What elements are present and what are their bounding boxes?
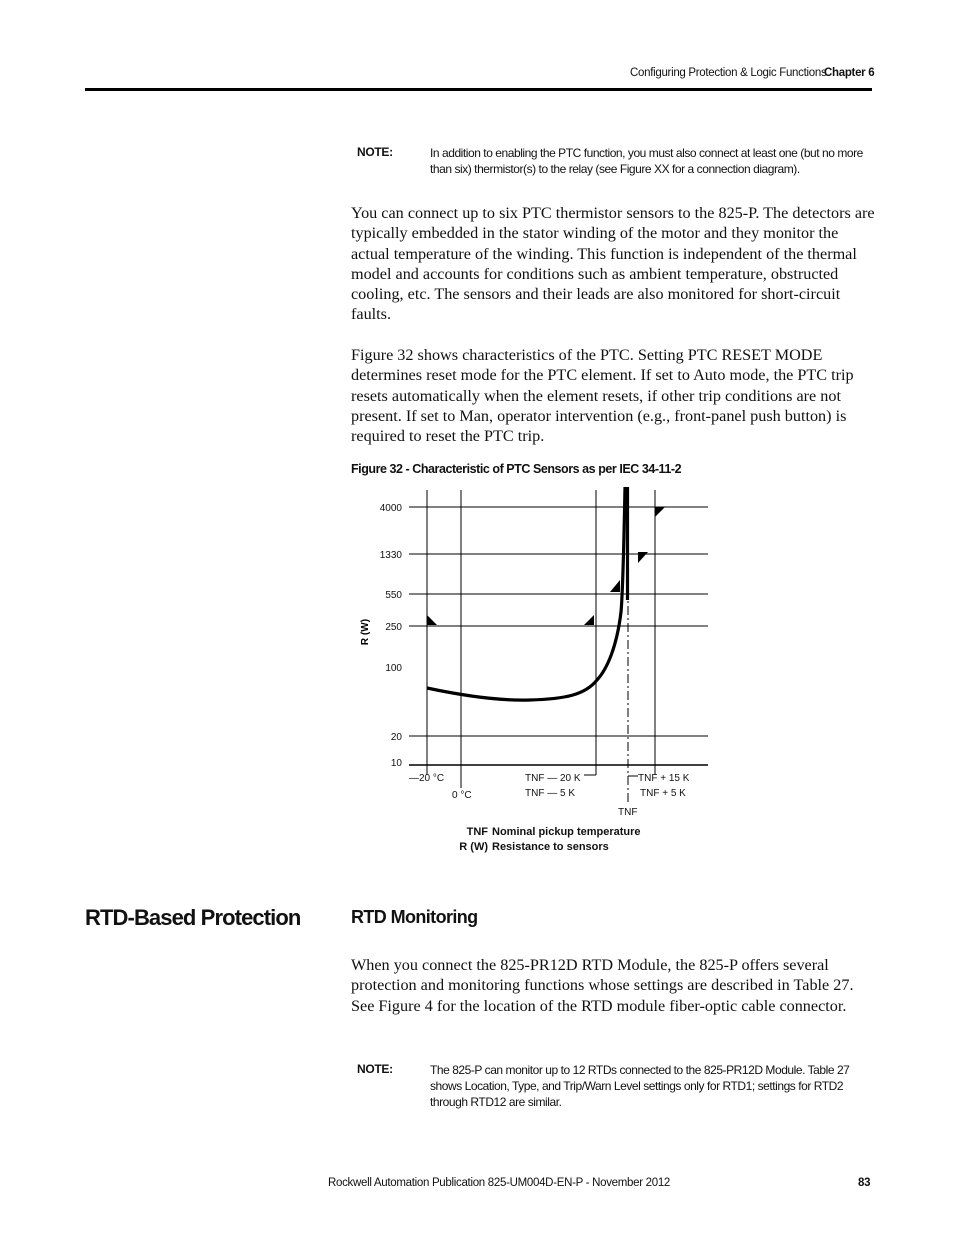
y-tick-label: 20 [390,732,402,743]
note-text: The 825-P can monitor up to 12 RTDs connected to the 825-PR12D Module. Table 27 shows Location, Type, and Trip/Warn Level settings only for RTD1; settings for RTD2 through RTD12 are similar. [430,1063,850,1109]
x-label-tnf-minus20: TNF — 20 K [525,773,581,784]
header-section-title: Configuring Protection & Logic Functions [630,67,827,79]
page-number: 83 [858,1177,871,1189]
y-tick-label: 250 [385,622,402,633]
legend-desc: Resistance to sensors [492,841,609,853]
figure-legend [459,826,640,853]
body-paragraph: Figure 32 shows characteristics of the PTC. Setting PTC RESET MODE determines reset mode for the PTC element. If set to Auto mode, the PTC trip resets automatically when the element resets, if other trip conditions are not present. If set to Man, operator intervention (e.g., front-panel push button) is required to reset the PTC trip. [351,346,854,446]
legend-desc: Nominal pickup temperature [492,826,641,838]
x-label-zero: 0 °C [452,790,472,801]
legend-key: R (W) [459,841,488,853]
y-tick-label: 1330 [379,550,402,561]
x-label-tnf-minus5: TNF — 5 K [525,788,576,799]
body-paragraph: When you connect the 825-PR12D RTD Module, the 825-P offers several protection and monitoring functions whose settings are described in Table 27. See Figure 4 for the location of the RTD module fiber-optic cable connector. [351,956,854,1015]
y-tick-label: 100 [385,663,402,674]
body-paragraph: You can connect up to six PTC thermistor sensors to the 825-P. The detectors are typically embedded in the stator winding of the motor and they monitor the actual temperature of the winding. This function is independent of the thermal model and accounts for conditions such as ambient temperature, obstructed cooling, etc. The sensors and their leads are also monitored for short-circuit faults. [351,204,875,324]
section-title: RTD-Based Protection [85,905,301,930]
x-label-tnf-plus5: TNF + 5 K [640,788,686,799]
ptc-characteristic-diagram [340,480,720,860]
note-text: In addition to enabling the PTC function, you must also connect at least one (but no more than six) thermistor(s) to the relay (see Figure XX for a connection diagram). [430,146,863,176]
figure-caption: Figure 32 - Characteristic of PTC Sensors as per IEC 34-11-2 [351,462,682,476]
limit-markers [427,507,665,625]
vertical-reference-lines [427,490,655,788]
x-label-tnf-plus15: TNF + 15 K [638,773,690,784]
y-axis-label: R (W) [360,618,371,646]
header-chapter: Chapter 6 [824,67,875,79]
y-tick-label: 550 [385,590,402,601]
note-label: NOTE: [357,145,393,159]
y-tick-label: 4000 [379,503,402,514]
subsection-title: RTD Monitoring [351,907,478,927]
horizontal-grid-lines [409,507,708,736]
x-label-minus20: —20 °C [409,773,445,784]
header-rule [85,88,872,91]
x-label-tnf: TNF [618,807,638,818]
note-label: NOTE: [357,1062,393,1076]
y-tick-labels [380,503,403,769]
y-tick-label: 10 [390,758,402,769]
footer-publication: Rockwell Automation Publication 825-UM004D-EN-P - November 2012 [328,1177,671,1189]
legend-key: TNF [466,826,488,838]
